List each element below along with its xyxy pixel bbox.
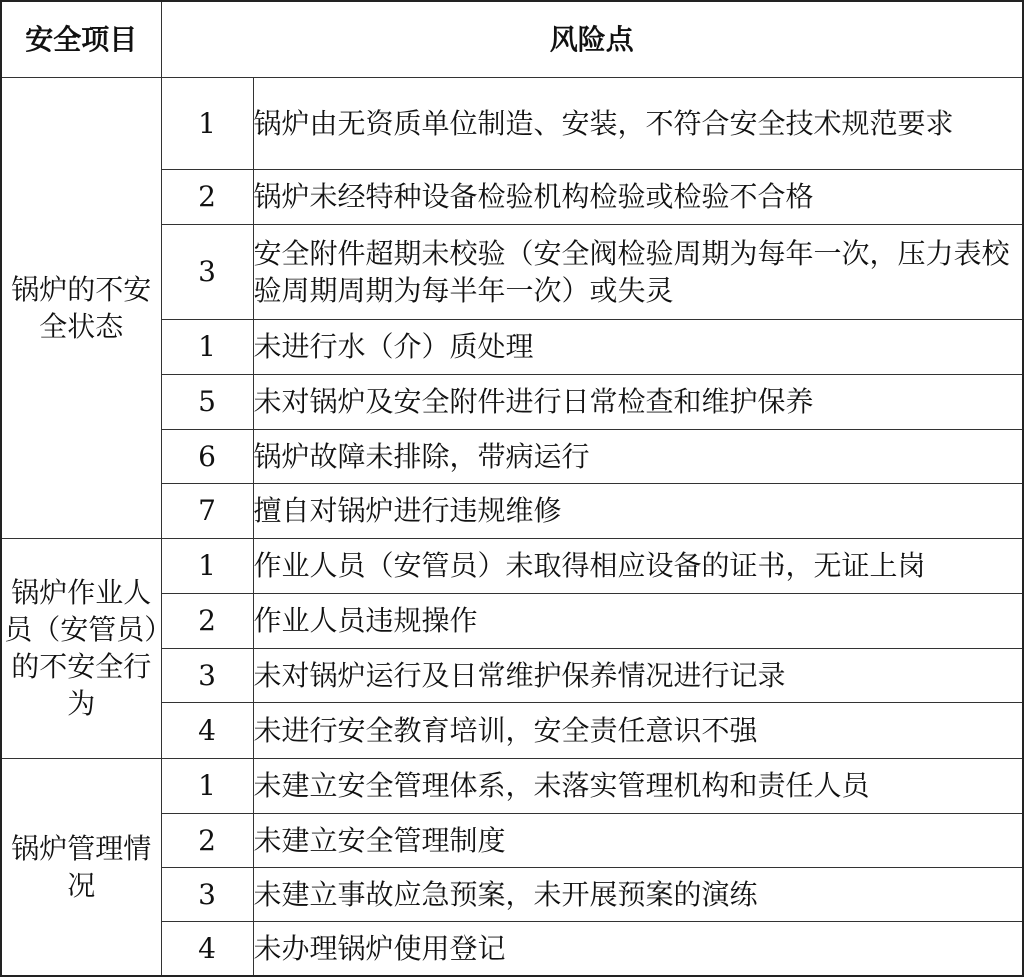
risk-text: 未对锅炉运行及日常维护保养情况进行记录	[253, 648, 1023, 702]
item-number: 2	[161, 813, 253, 867]
category-cell: 锅炉的不安全状态	[1, 77, 161, 538]
table-row	[1, 538, 1023, 593]
item-number: 3	[161, 867, 253, 921]
risk-text: 未建立安全管理体系，未落实管理机构和责任人员	[253, 758, 1023, 813]
risk-text: 未进行水（介）质处理	[253, 319, 1023, 374]
item-number: 2	[161, 169, 253, 224]
item-number: 5	[161, 374, 253, 429]
table-row	[1, 77, 1023, 169]
risk-text: 擅自对锅炉进行违规维修	[253, 483, 1023, 538]
risk-text: 作业人员违规操作	[253, 593, 1023, 648]
risk-text: 未建立安全管理制度	[253, 813, 1023, 867]
risk-text: 作业人员（安管员）未取得相应设备的证书，无证上岗	[253, 538, 1023, 593]
item-number: 1	[161, 77, 253, 169]
item-number: 1	[161, 538, 253, 593]
item-number: 4	[161, 702, 253, 758]
header-risk: 风险点	[161, 1, 1023, 77]
risk-text: 未建立事故应急预案，未开展预案的演练	[253, 867, 1023, 921]
item-number: 6	[161, 429, 253, 483]
header-category: 安全项目	[1, 1, 161, 77]
item-number: 2	[161, 593, 253, 648]
item-number: 4	[161, 921, 253, 976]
category-cell: 锅炉管理情况	[1, 758, 161, 976]
risk-text: 未进行安全教育培训，安全责任意识不强	[253, 702, 1023, 758]
risk-text: 锅炉由无资质单位制造、安装，不符合安全技术规范要求	[253, 77, 1023, 169]
category-cell: 锅炉作业人员（安管员）的不安全行为	[1, 538, 161, 758]
item-number: 1	[161, 758, 253, 813]
risk-text: 未办理锅炉使用登记	[253, 921, 1023, 976]
risk-text: 未对锅炉及安全附件进行日常检查和维护保养	[253, 374, 1023, 429]
item-number: 3	[161, 648, 253, 702]
risk-text: 安全附件超期未校验（安全阀检验周期为每年一次，压力表校验周期周期为每半年一次）或失灵	[253, 224, 1023, 319]
item-number: 3	[161, 224, 253, 319]
risk-text: 锅炉未经特种设备检验机构检验或检验不合格	[253, 169, 1023, 224]
risk-text: 锅炉故障未排除，带病运行	[253, 429, 1023, 483]
header-row	[1, 1, 1023, 77]
table-row	[1, 758, 1023, 813]
item-number: 7	[161, 483, 253, 538]
item-number: 1	[161, 319, 253, 374]
